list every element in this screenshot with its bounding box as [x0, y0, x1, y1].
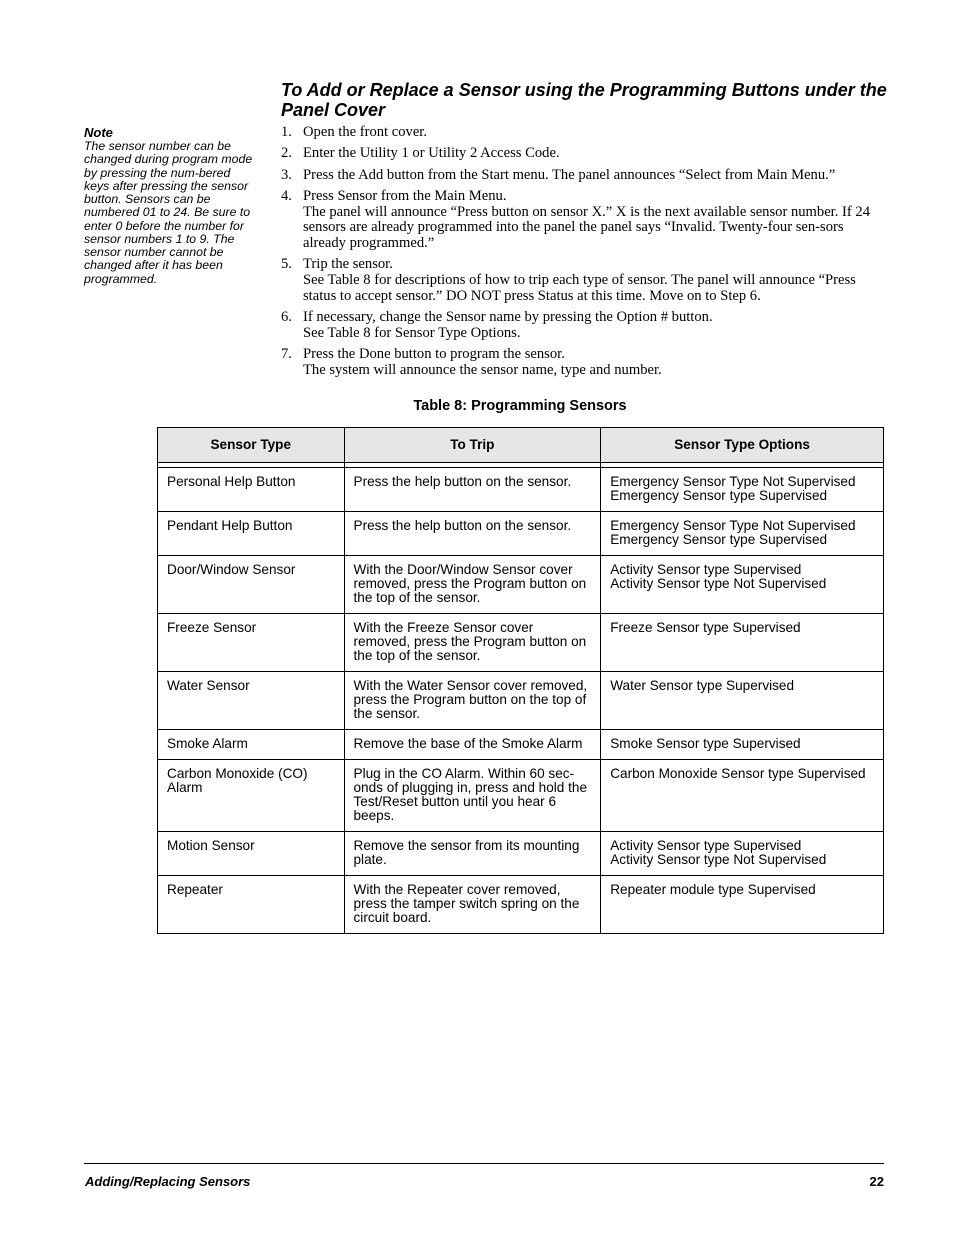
sensor-type-cell: Personal Help Button	[158, 468, 345, 512]
procedure-steps	[281, 125, 885, 384]
to-trip-cell: Remove the base of the Smoke Alarm	[344, 730, 601, 760]
step-item	[281, 347, 885, 378]
option-line: Emergency Sensor Type Not Supervised	[610, 474, 856, 489]
to-trip-cell: Remove the sensor from its mounting plate.	[344, 832, 601, 876]
step-detail: See Table 8 for Sensor Type Options.	[303, 324, 521, 341]
option-line: Activity Sensor type Supervised	[610, 562, 802, 577]
table-row	[158, 760, 884, 832]
table-header-row	[158, 428, 884, 463]
step-number: 4.	[281, 188, 292, 205]
options-cell	[601, 760, 884, 832]
step-item	[281, 146, 885, 162]
sensor-type-cell: Water Sensor	[158, 672, 345, 730]
section-heading: To Add or Replace a Sensor using the Programming Buttons under the Panel Cover	[281, 80, 887, 120]
option-line: Water Sensor type Supervised	[610, 678, 795, 693]
option-line: Emergency Sensor Type Not Supervised	[610, 518, 856, 533]
step-text: Trip the sensor.	[303, 256, 393, 273]
table-row	[158, 672, 884, 730]
note-title: Note	[84, 125, 113, 140]
to-trip-cell: Plug in the CO Alarm. Within 60 sec-onds of plugging in, press and hold the Test/Reset button until you hear 6 beeps.	[344, 760, 601, 832]
options-cell	[601, 468, 884, 512]
step-text: Enter the Utility 1 or Utility 2 Access Code.	[303, 145, 560, 162]
step-item	[281, 257, 885, 304]
step-detail: The panel will announce “Press button on sensor X.” X is the next available sensor number. If 24 sensors are already programmed into the panel the panel says “Invalid. Twenty-four sen-sors already programmed.”	[303, 203, 870, 251]
options-cell	[601, 614, 884, 672]
options-cell	[601, 672, 884, 730]
table-row	[158, 614, 884, 672]
sensor-type-cell: Carbon Monoxide (CO) Alarm	[158, 760, 345, 832]
table-row	[158, 730, 884, 760]
option-line: Repeater module type Supervised	[610, 882, 816, 897]
table-row	[158, 832, 884, 876]
table-row	[158, 556, 884, 614]
step-number: 7.	[281, 345, 292, 362]
option-line: Activity Sensor type Not Supervised	[610, 576, 827, 591]
step-detail: The system will announce the sensor name, type and number.	[303, 361, 662, 378]
to-trip-cell: With the Water Sensor cover removed, press the Program button on the top of the sensor.	[344, 672, 601, 730]
step-number: 1.	[281, 124, 292, 140]
step-text: Open the front cover.	[303, 124, 428, 140]
step-text: If necessary, change the Sensor name by pressing the Option # button.	[303, 308, 713, 325]
option-line: Emergency Sensor type Supervised	[610, 532, 828, 547]
step-text: Press the Done button to program the sensor.	[303, 345, 565, 362]
page-number: 22	[869, 1174, 884, 1189]
options-cell	[601, 730, 884, 760]
footer-section-title: Adding/Replacing Sensors	[85, 1174, 251, 1189]
step-item	[281, 168, 885, 184]
option-line: Emergency Sensor type Supervised	[610, 488, 828, 503]
options-cell	[601, 876, 884, 934]
to-trip-cell: With the Freeze Sensor cover removed, press the Program button on the top of the sensor.	[344, 614, 601, 672]
table-row	[158, 468, 884, 512]
column-header-options: Sensor Type Options	[601, 428, 884, 463]
to-trip-cell: With the Door/Window Sensor cover removed, press the Program button on the top of the sensor.	[344, 556, 601, 614]
column-header-sensor-type: Sensor Type	[158, 428, 345, 463]
footer-rule	[84, 1163, 884, 1164]
sensor-type-cell: Pendant Help Button	[158, 512, 345, 556]
programming-sensors-table	[157, 427, 884, 934]
option-line: Freeze Sensor type Supervised	[610, 620, 801, 635]
step-number: 6.	[281, 308, 292, 325]
option-line: Activity Sensor type Supervised	[610, 838, 802, 853]
margin-note	[84, 126, 256, 286]
step-number: 3.	[281, 166, 292, 183]
option-line: Smoke Sensor type Supervised	[610, 736, 801, 751]
step-item	[281, 310, 885, 341]
step-detail: See Table 8 for descriptions of how to trip each type of sensor. The panel will announce “Press status to accept sensor.” DO NOT press Status at this time. Move on to Step 6.	[303, 271, 856, 304]
sensor-type-cell: Smoke Alarm	[158, 730, 345, 760]
to-trip-cell: With the Repeater cover removed, press the tamper switch spring on the circuit board.	[344, 876, 601, 934]
sensor-type-cell: Repeater	[158, 876, 345, 934]
step-text: Press the Add button from the Start menu. The panel announces “Select from Main Menu.”	[303, 166, 836, 183]
step-item	[281, 189, 885, 251]
step-text: Press Sensor from the Main Menu.	[303, 188, 507, 205]
options-cell	[601, 556, 884, 614]
step-item	[281, 125, 885, 141]
table-caption: Table 8: Programming Sensors	[413, 398, 627, 414]
table-row	[158, 512, 884, 556]
sensor-type-cell: Freeze Sensor	[158, 614, 345, 672]
sensor-type-cell: Motion Sensor	[158, 832, 345, 876]
step-number: 2.	[281, 145, 292, 162]
sensor-type-cell: Door/Window Sensor	[158, 556, 345, 614]
to-trip-cell: Press the help button on the sensor.	[344, 468, 601, 512]
options-cell	[601, 832, 884, 876]
column-header-to-trip: To Trip	[344, 428, 601, 463]
option-line: Activity Sensor type Not Supervised	[610, 852, 827, 867]
note-text: The sensor number can be changed during program mode by pressing the num-bered keys after pressing the sensor button. Sensors can be numbered 01 to 24. Be sure to enter 0 before the number for sensor numbers 1 to 9. The sensor number cannot be changed after it has been programmed.	[84, 139, 253, 286]
option-line: Carbon Monoxide Sensor type Supervised	[610, 766, 866, 781]
to-trip-cell: Press the help button on the sensor.	[344, 512, 601, 556]
step-number: 5.	[281, 256, 292, 273]
options-cell	[601, 512, 884, 556]
table-row	[158, 876, 884, 934]
